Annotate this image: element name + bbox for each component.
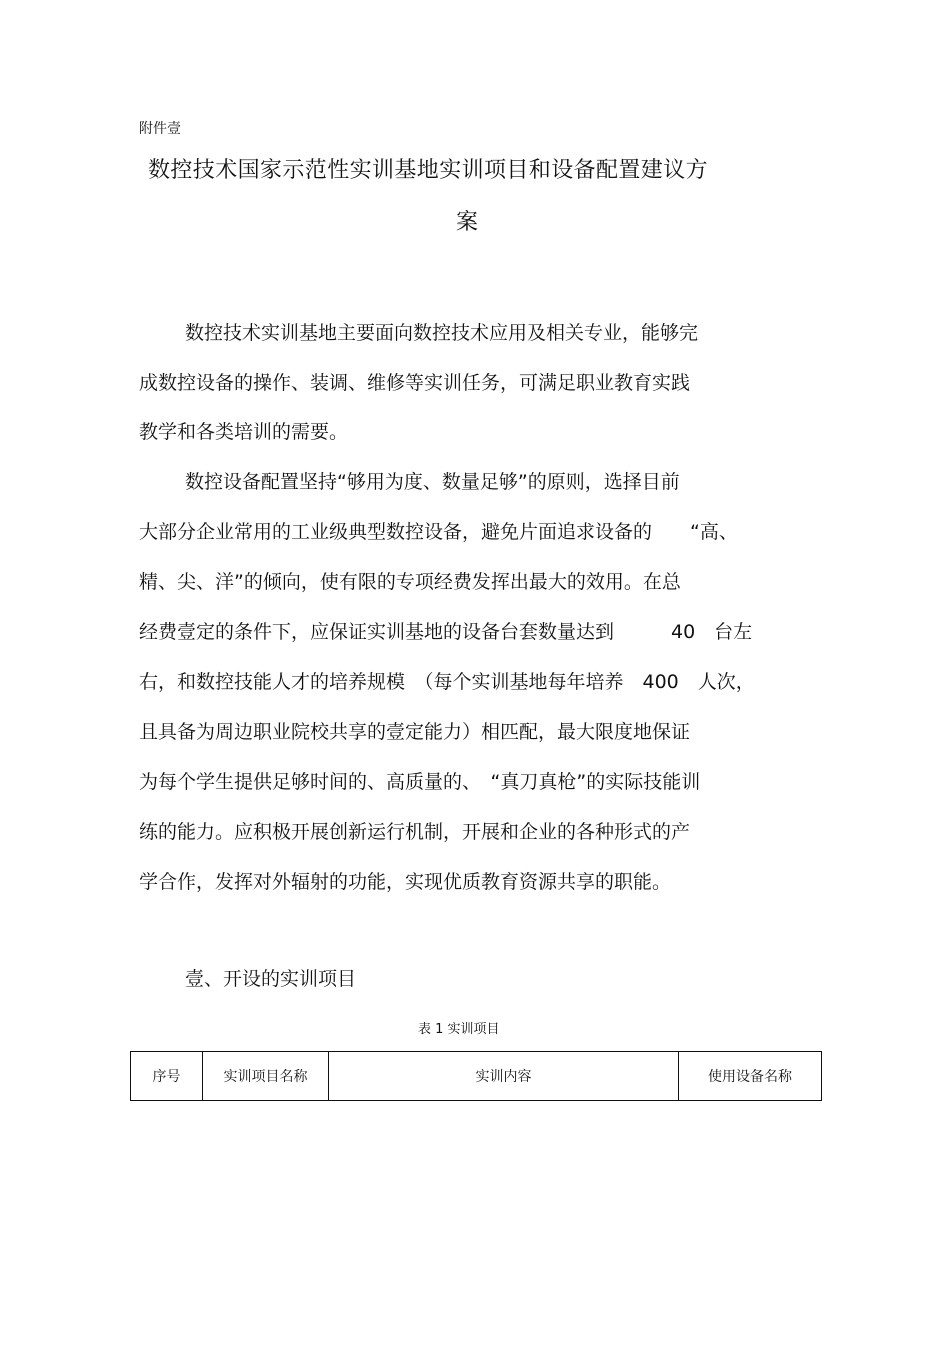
table-caption: 表 1 实训项目 bbox=[418, 1022, 500, 1037]
paragraph-2-line-7: 为每个学生提供足够时间的、高质量的、 “真刀真枪”的实际技能训 bbox=[139, 771, 701, 793]
paragraph-2-line-8: 练的能力。应积极开展创新运行机制，开展和企业的各种形式的产 bbox=[139, 821, 691, 843]
header-training-content: 实训内容 bbox=[329, 1052, 679, 1101]
document-title-line-2: 案 bbox=[456, 210, 479, 235]
training-items-table bbox=[130, 1051, 822, 1101]
section-heading: 壹、开设的实训项目 bbox=[185, 968, 357, 990]
paragraph-2-line-4: 经费壹定的条件下，应保证实训基地的设备台套数量达到 40 台左 bbox=[139, 621, 753, 643]
paragraph-1-line-3: 教学和各类培训的需要。 bbox=[139, 421, 349, 443]
paragraph-2-line-3: 精、尖、洋”的倾向，使有限的专项经费发挥出最大的效用。在总 bbox=[139, 571, 681, 593]
paragraph-2-line-1: 数控设备配置坚持“够用为度、数量足够”的原则，选择目前 bbox=[185, 471, 680, 493]
document-title-line-1: 数控技术国家示范性实训基地实训项目和设备配置建议方 bbox=[148, 158, 709, 183]
header-serial-number: 序号 bbox=[131, 1052, 203, 1101]
paragraph-2-line-2: 大部分企业常用的工业级典型数控设备，避免片面追求设备的 “高、 bbox=[139, 521, 738, 543]
header-project-name: 实训项目名称 bbox=[203, 1052, 329, 1101]
paragraph-1-line-2: 成数控设备的操作、装调、维修等实训任务，可满足职业教育实践 bbox=[139, 372, 691, 394]
header-equipment-name: 使用设备名称 bbox=[679, 1052, 822, 1101]
attachment-label: 附件壹 bbox=[139, 121, 181, 137]
table-header-row bbox=[131, 1052, 822, 1101]
paragraph-2-line-5: 右，和数控技能人才的培养规模 （每个实训基地每年培养 400 人次， bbox=[139, 671, 755, 693]
paragraph-2-line-6: 且具备为周边职业院校共享的壹定能力）相匹配，最大限度地保证 bbox=[139, 721, 691, 743]
paragraph-1-line-1: 数控技术实训基地主要面向数控技术应用及相关专业，能够完 bbox=[185, 322, 699, 344]
paragraph-2-line-9: 学合作，发挥对外辐射的功能，实现优质教育资源共享的职能。 bbox=[139, 871, 672, 893]
